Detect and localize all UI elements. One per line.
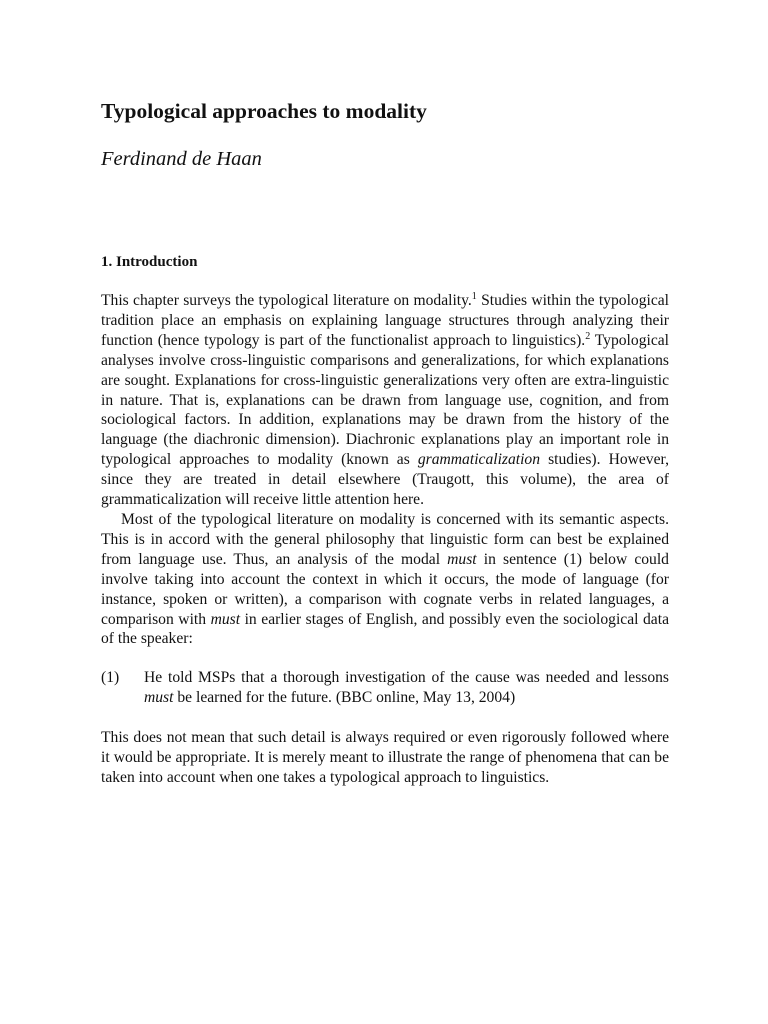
text-span: be learned for the future. (BBC online, May 13, 2004) — [173, 689, 516, 707]
text-span: in earlier stages of English, and possibly even the sociological data of the speaker: — [101, 610, 669, 648]
emphasis: grammaticalization — [417, 451, 541, 469]
emphasis: must — [144, 689, 174, 707]
paragraph-modal-analysis — [101, 510, 669, 649]
text-span: Studies within the typological tradition place an emphasis on explaining language structures through analyzing their function (hence typology is part of the functionalist approach to linguistics). — [101, 292, 670, 349]
paragraph-intro — [101, 291, 669, 510]
footnote-marker: 1 — [471, 291, 477, 302]
footnote-marker: 2 — [585, 330, 591, 342]
chapter-title: Typological approaches to modality — [101, 99, 427, 123]
text-span: He told MSPs that a thorough investigation of the cause was needed and lessons — [144, 669, 669, 687]
text-span: This chapter surveys the typological literature on modality. — [101, 292, 472, 309]
section-heading: 1. Introduction — [101, 254, 198, 270]
example-text — [144, 668, 669, 708]
author-name: Ferdinand de Haan — [101, 148, 262, 170]
text-span: Typological analyses involve cross-linguistic comparisons and generalizations, for which explanations are sought. Explanations for cross-linguistic generalizations very often are extra-linguistic in nature. That is, explanations can be drawn from language use, cognition, and from sociological factors. In addition, explanations may be drawn from the history of the language (the diachronic dimension). Diachronic explanations play an important role in typological approaches to modality (known as — [101, 331, 669, 469]
text-span: Most of the typological literature on modality is concerned with its semantic aspects. This is in accord with the general philosophy that linguistic form can best be explained from language use. Thus, an analysis of the modal — [101, 510, 669, 568]
text-span: This does not mean that such detail is always required or even rigorously followed where it would be appropriate. It is merely meant to illustrate the range of phenomena that can be taken into account when one takes a typological approach to linguistics. — [101, 729, 669, 786]
paragraph-detail — [101, 728, 669, 788]
example-number: (1) — [101, 669, 120, 687]
emphasis: must — [447, 550, 477, 568]
text-span: in sentence (1) below could involve taking into account the context in which it occurs, the mode of language (for instance, spoken or written), a comparison with cognate verbs in related languages, a comparison with — [101, 550, 669, 628]
text-span: studies). However, since they are treated in detail elsewhere (Traugott, this volume), the area of grammaticalization will receive little attention here. — [101, 451, 669, 509]
page — [101, 96, 669, 788]
example-sentence — [101, 668, 669, 708]
emphasis: must — [210, 610, 241, 628]
